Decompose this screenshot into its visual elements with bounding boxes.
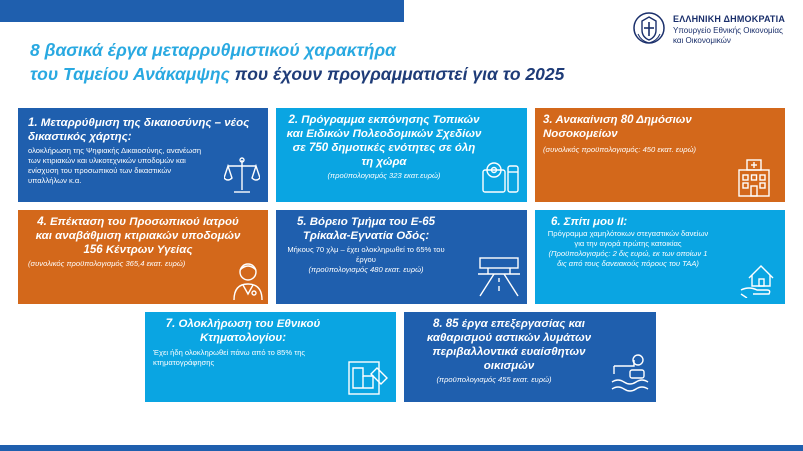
ministry-line-1: Υπουργείο Εθνικής Οικονομίας bbox=[673, 26, 783, 35]
land-registry-icon bbox=[347, 358, 389, 398]
greek-seal-icon bbox=[633, 10, 665, 46]
card-note: (συνολικός προϋπολογισμός: 450 εκατ. ευρώ) bbox=[543, 145, 697, 154]
card-heading: 2. Πρόγραμμα εκπόνησης Τοπικών και Ειδικών Πολεοδομικών Σχεδίων σε 750 δημοτικές ενότητες σε όλη τη χώρα bbox=[286, 114, 482, 168]
doctor-icon bbox=[232, 260, 264, 300]
card-body: ολοκλήρωση της Ψηφιακής Δικαιοσύνης, ανανέωση των κτιριακών και υλικοτεχνικών υποδομών και ενίσχυση του προσωπικού των δικαστικών υπαλλήλων κ.α. bbox=[28, 146, 202, 185]
card-wastewater bbox=[404, 312, 656, 402]
card-body: Έχει ήδη ολοκληρωθεί πάνω από το 85% της κτηματογράφησης bbox=[153, 348, 306, 367]
card-heading: 7. Ολοκλήρωση του Εθνικού Κτηματολογίου: bbox=[165, 318, 321, 344]
card-health-centers bbox=[18, 210, 268, 304]
card-heading: 1. Μεταρρύθμιση της δικαιοσύνης – νέος δικαστικός χάρτης: bbox=[28, 117, 250, 143]
card-body: Μήκους 70 χλμ – έχει ολοκληρωθεί το 65% του έργου bbox=[287, 245, 445, 264]
card-justice-reform bbox=[18, 108, 268, 202]
card-heading: 5. Βόρειο Τμήμα του Ε-65 Τρίκαλα-Εγνατία Οδός: bbox=[296, 216, 436, 242]
page-title bbox=[30, 38, 630, 86]
card-land-registry bbox=[145, 312, 396, 402]
card-note: (προϋπολογισμός 323 εκατ.ευρώ) bbox=[327, 171, 441, 180]
highway-icon bbox=[476, 256, 522, 298]
card-heading: 8. 85 έργα επεξεργασίας και καθαρισμού αστικών λυμάτων περιβαλλοντικά ευαίσθητων οικισμών bbox=[426, 318, 592, 372]
card-hospitals bbox=[535, 108, 785, 202]
card-note: (Προϋπολογισμός: 2 δις ευρώ, εκ των οποίων 1 δις από τους δανειακούς πόρους του ΤΑΑ) bbox=[548, 249, 708, 268]
org-name: ΕΛΛΗΝΙΚΗ ΔΗΜΟΚΡΑΤΙΑ bbox=[673, 14, 786, 24]
hospital-icon bbox=[735, 158, 773, 198]
card-heading: 4. Επέκταση του Προσωπικού Ιατρού και αναβάθμιση κτιριακών υποδομών 156 Κέντρων Υγείας bbox=[35, 216, 241, 256]
card-body: Πρόγραμμα χαμηλότοκων στεγαστικών δανείων για την αγορά πρώτης κατοικίας bbox=[547, 229, 709, 248]
bottom-accent-bar bbox=[0, 445, 803, 451]
card-e65-motorway bbox=[276, 210, 527, 304]
map-pin-icon bbox=[481, 156, 521, 196]
card-note: (προϋπολογισμός 480 εκατ. ευρώ) bbox=[308, 265, 424, 274]
top-accent-bar bbox=[0, 0, 404, 22]
water-treatment-icon bbox=[610, 352, 650, 396]
title-line-1: 8 βασικά έργα μεταρρυθμιστικού χαρακτήρα bbox=[30, 40, 396, 60]
card-note: (προϋπολογισμός 455 εκατ. ευρώ) bbox=[436, 375, 552, 384]
government-logo bbox=[633, 10, 793, 50]
ministry-line-2: και Οικονομικών bbox=[673, 36, 731, 45]
ministry-name bbox=[673, 26, 783, 46]
card-heading: 6. Σπίτι μου ΙΙ: bbox=[551, 216, 628, 228]
card-heading: 3. Ανακαίνιση 80 Δημόσιων Νοσοκομείων bbox=[543, 114, 692, 140]
card-spiti-mou bbox=[535, 210, 785, 304]
house-hand-icon bbox=[739, 260, 779, 298]
title-line-2-highlight: του Ταμείου Ανάκαμψης bbox=[30, 64, 230, 84]
card-urban-planning bbox=[276, 108, 527, 202]
card-note: (συνολικός προϋπολογισμός 365,4 εκατ. ευρώ) bbox=[28, 259, 186, 268]
scales-icon bbox=[224, 156, 260, 196]
title-line-2-rest: που έχουν προγραμματιστεί για το 2025 bbox=[229, 64, 565, 84]
